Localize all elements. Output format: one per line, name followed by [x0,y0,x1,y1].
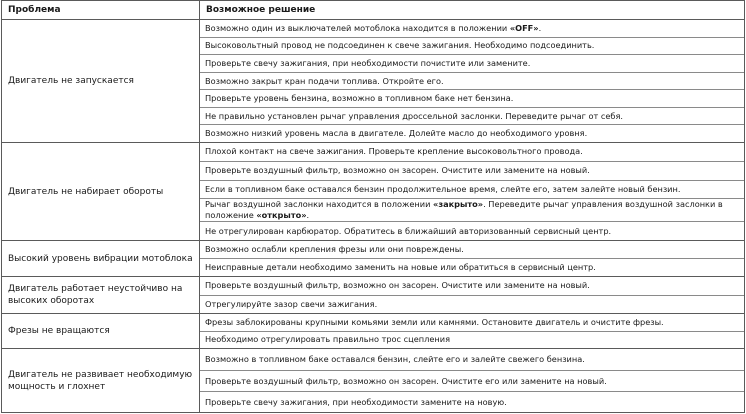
solution-text [205,76,444,87]
solution-fragment: Плохой контакт на свече зажигания. Проверьте крепление высоковольтного провода. [205,146,583,157]
solution-text [205,93,513,104]
solution-line [200,314,744,332]
solution-fragment: Проверьте свечу зажигания, при необходимости замените на новую. [205,397,507,408]
solution-text [205,199,736,221]
solution-line [200,162,744,181]
solutions-cell [200,277,744,313]
solution-emphasis: «открыто» [256,210,307,221]
solution-fragment: Возможно ослабли крепления фрезы или они повреждены. [205,244,464,254]
solution-fragment: Не отрегулирован карбюратор. Обратитесь в ближайший авторизованный сервисный центр. [205,225,612,236]
solution-text [205,262,596,273]
solution-fragment: Не правильно установлен рычаг управления дроссельной заслонки. Переведите рычаг от себя. [205,110,624,121]
solutions-cell [200,241,744,276]
solution-text [205,244,464,255]
solution-text [205,184,680,195]
troubleshooting-table [1,0,745,413]
solution-text [205,111,623,122]
solution-emphasis: «закрыто» [433,199,484,210]
solutions-cell [200,349,744,413]
solution-line [200,20,744,38]
solution-line [200,199,744,222]
solution-line [200,392,744,413]
solution-line [200,349,744,371]
table-header [2,1,744,20]
solution-fragment: Возможно закрыт кран подачи топлива. Откройте его. [205,75,444,86]
solution-fragment: Отрегулируйте зазор свечи зажигания. [205,298,378,309]
problem-cell: Двигатель работает неустойчиво на высоких оборотах [8,284,183,306]
solution-text [205,58,530,69]
table-row [2,277,744,314]
header-solution: Возможное решение [206,5,316,15]
solution-text [205,376,607,387]
solution-fragment: Проверьте воздушный фильтр, возможно он засорен. Очистите или замените на новый. [205,280,590,291]
solutions-cell [200,143,744,240]
solution-text [205,128,587,139]
solution-line [200,241,744,259]
solutions-cell [200,20,744,142]
solution-line [200,143,744,162]
solution-fragment: Высоковольтный провод не подсоединен к свече зажигания. Необходимо подсоединить. [205,40,595,51]
solution-line [200,277,744,296]
solution-fragment: Возможно один из выключателей мотоблока находится в положении [205,22,510,33]
solution-text [205,397,507,408]
solution-text [205,40,594,51]
solution-line [200,73,744,91]
problem-cell: Двигатель не запускается [8,76,134,86]
solution-fragment: Необходимо отрегулировать правильно трос сцепления [205,334,450,345]
solution-line [200,108,744,126]
solution-line [200,259,744,276]
solution-fragment: Неисправные детали необходимо заменить на новые или обратиться в сервисный центр. [205,262,596,272]
problem-cell: Двигатель не развивает необходимую мощность и глохнет [8,370,193,392]
problem-cell: Двигатель не набирает обороты [8,186,164,197]
solution-text [205,165,590,176]
solution-fragment: Возможно в топливном баке оставался бензин, слейте его и залейте свежего бензина. [205,353,585,364]
solution-line [200,38,744,56]
solution-fragment: Рычаг воздушной заслонки находится в положении [205,199,434,210]
table-row [2,314,744,349]
problem-cell: Высокий уровень вибрации мотоблока [8,253,193,264]
solution-fragment: . [538,22,542,33]
solution-text [205,280,590,291]
header-problem: Проблема [8,5,61,15]
solution-text [205,226,611,237]
table-row [2,20,744,143]
solution-fragment: Фрезы заблокированы крупными комьями земли или камнями. Остановите двигатель и очистите фрезы. [205,316,664,327]
solution-text [205,334,450,345]
solution-fragment: . Переведите рычаг управления воздушной заслонки в положение [205,199,723,221]
solution-fragment: Проверьте уровень бензина, возможно в топливном баке нет бензина. [205,93,514,104]
problem-cell: Фрезы не вращаются [8,326,110,336]
table-row [2,349,744,413]
solution-line [200,181,744,200]
solution-fragment: Проверьте свечу зажигания, при необходимости почистите или замените. [205,57,531,68]
solution-text [205,354,585,365]
solution-fragment: Возможно низкий уровень масла в двигателе. Долейте масло до необходимого уровня. [205,128,588,139]
solution-text [205,299,377,310]
solution-fragment: . [306,210,310,221]
solution-line [200,222,744,240]
solution-line [200,296,744,314]
solution-emphasis: «OFF» [509,22,539,33]
solution-text [205,317,664,328]
solution-text [205,146,583,157]
solution-line [200,90,744,108]
solution-fragment: Если в топливном баке оставался бензин продолжительное время, слейте его, затем залейте новый бензин. [205,183,681,194]
solution-line [200,371,744,393]
solution-text [205,23,541,34]
solution-fragment: Проверьте воздушный фильтр, возможно он засорен. Очистите или замените на новый. [205,165,590,176]
table-row [2,241,744,277]
table-row [2,143,744,241]
solution-line [200,332,744,349]
solution-fragment: Проверьте воздушный фильтр, возможно он засорен. Очистите его или замените на новый. [205,375,607,386]
solution-line [200,125,744,142]
solution-line [200,55,744,73]
solutions-cell [200,314,744,348]
